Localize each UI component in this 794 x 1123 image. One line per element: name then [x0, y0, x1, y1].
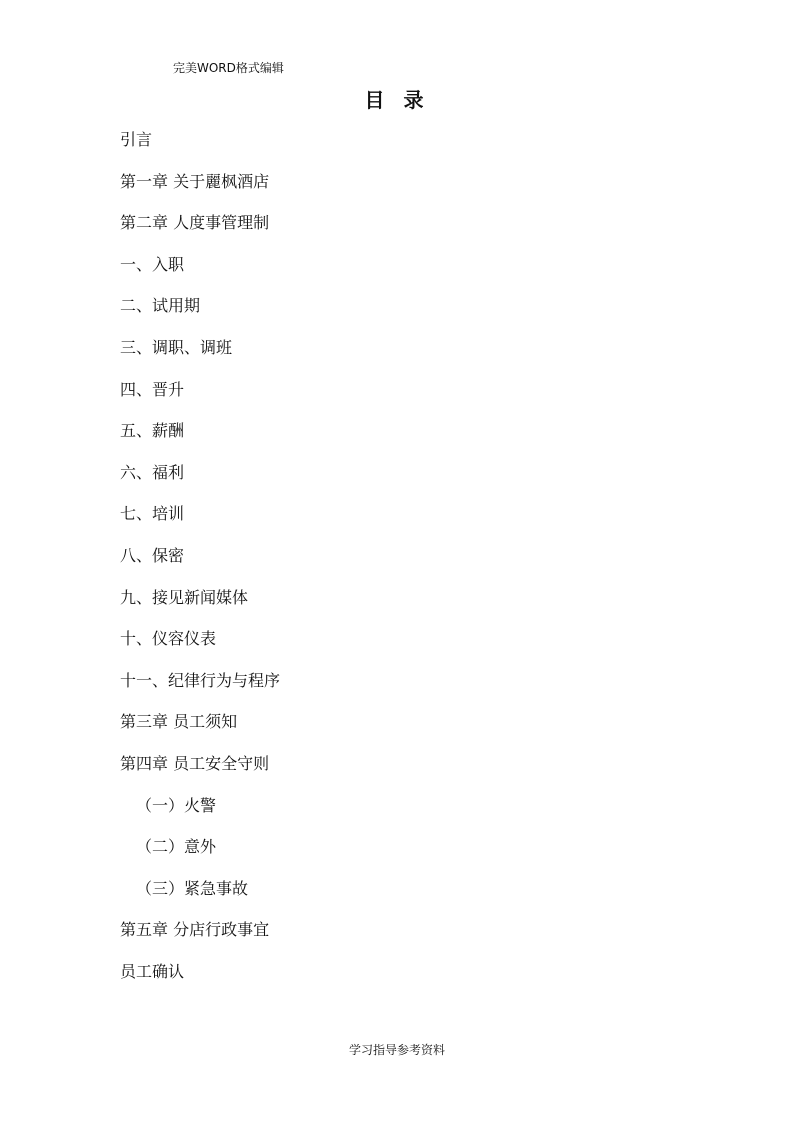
- page-title: 目 录: [364, 88, 430, 112]
- toc-entry: 十一、纪律行为与程序: [120, 670, 281, 690]
- toc-entry: 二、试用期: [120, 296, 201, 316]
- toc-subentry: （一）火警: [136, 795, 217, 815]
- toc-subentry: （三）紧急事故: [136, 878, 249, 898]
- toc-subentry: （二）意外: [136, 837, 217, 857]
- page-header-text: 完美WORD格式编辑: [173, 61, 284, 75]
- toc-entry: 第二章 人度事管理制: [120, 213, 270, 233]
- toc-entry: 员工确认: [120, 961, 185, 981]
- toc-entry: 七、培训: [120, 504, 185, 524]
- toc-entry: 第三章 员工须知: [120, 712, 238, 732]
- toc-entry: 一、入职: [120, 254, 185, 274]
- page-footer-text: 学习指导参考资料: [348, 1043, 445, 1057]
- toc-entry: 四、晋升: [120, 379, 185, 399]
- toc-entry: 五、薪酬: [120, 421, 185, 441]
- toc-entry: 六、福利: [120, 462, 185, 482]
- toc-entry: 九、接见新闻媒体: [120, 587, 249, 607]
- table-of-contents: [120, 128, 280, 1001]
- toc-entry: 三、调职、调班: [120, 337, 233, 357]
- toc-entry: 第一章 关于麗枫酒店: [120, 171, 270, 191]
- toc-entry: 第四章 员工安全守则: [120, 753, 270, 773]
- toc-entry: 十、仪容仪表: [120, 629, 217, 649]
- toc-entry: 引言: [120, 130, 153, 149]
- toc-entry: 第五章 分店行政事宜: [120, 920, 270, 940]
- toc-entry: 八、保密: [120, 545, 185, 565]
